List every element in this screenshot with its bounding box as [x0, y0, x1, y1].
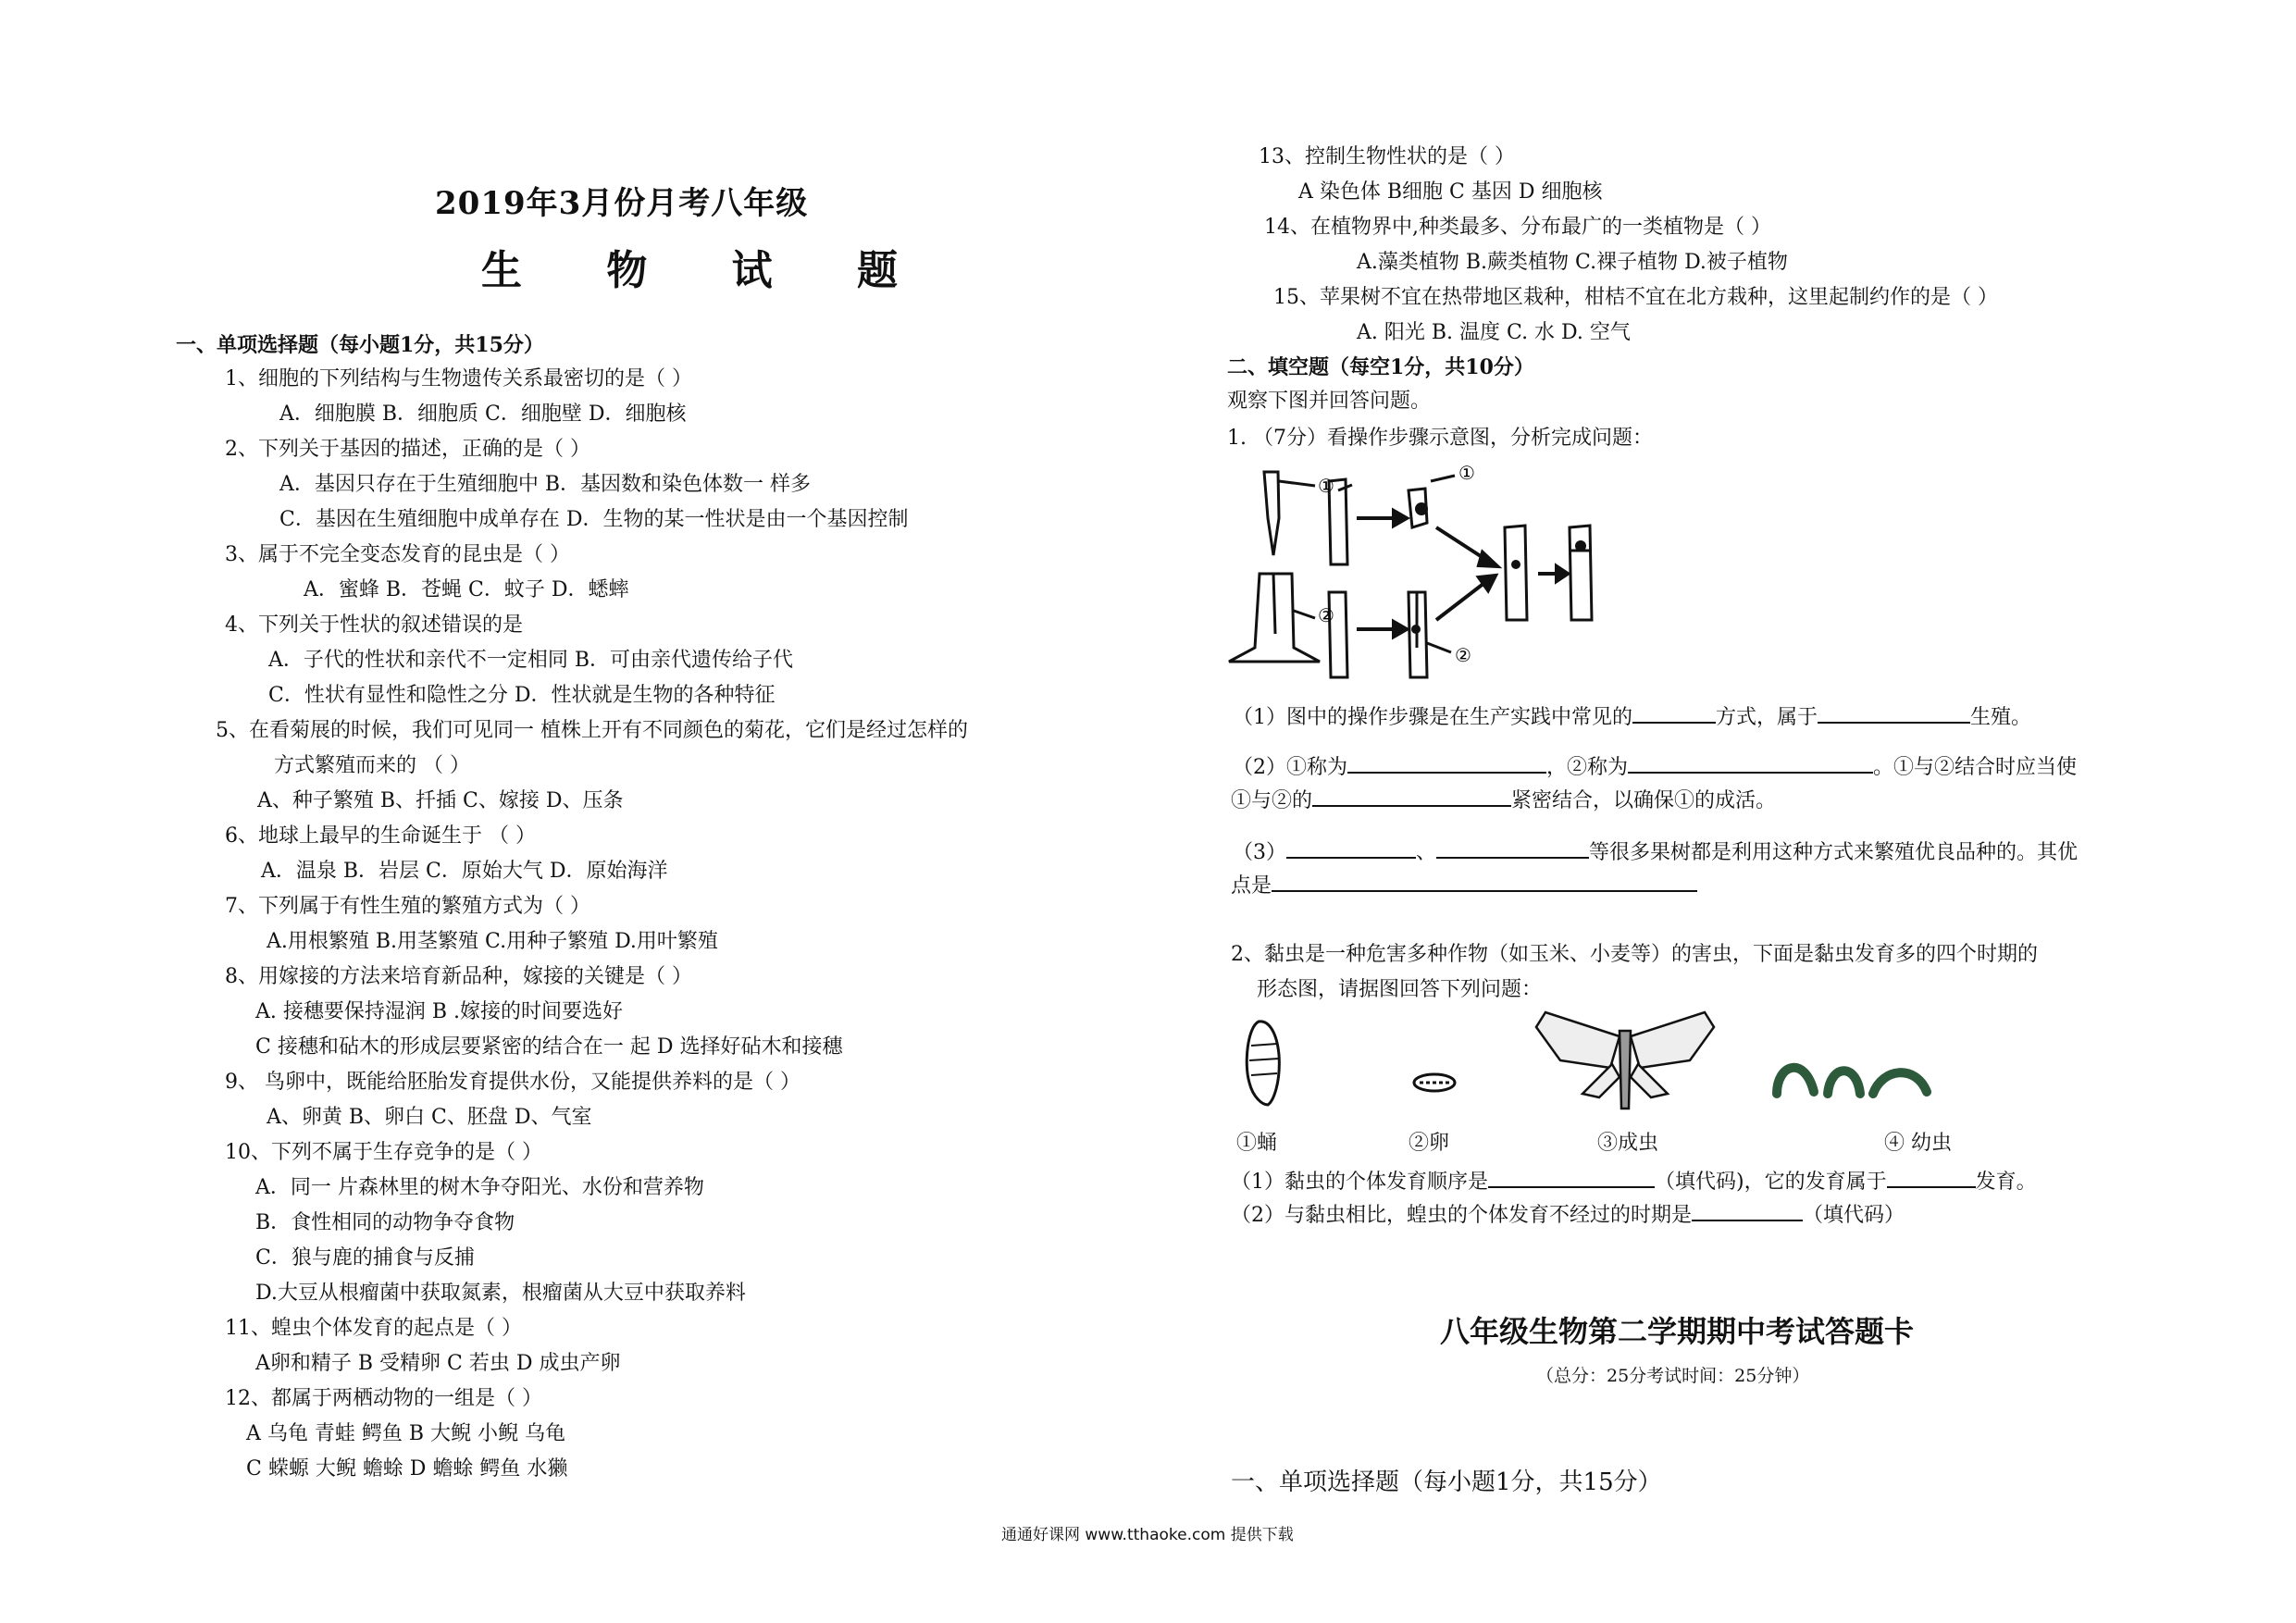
option-line: D.大豆从根瘤菌中获取氮素，根瘤菌从大豆中获取养料 [255, 1282, 746, 1305]
section-fill-blank: 二、填空题（每空1分，共10分） [1227, 355, 1534, 379]
answer-blank[interactable] [1818, 700, 1970, 724]
answer-blank[interactable] [1272, 868, 1697, 892]
diagram-label-stock-2: ② [1455, 644, 1471, 666]
footer-source: 通通好课网 www.tthaoke.com 提供下载 [1001, 1526, 1294, 1544]
diagram-label-scion-2: ① [1458, 462, 1475, 484]
pupa-figure [1247, 1022, 1279, 1105]
section-single-choice: 一、单项选择题（每小题1分，共15分） [176, 333, 544, 357]
answer-card-title: 八年级生物第二学期期中考试答题卡 [1440, 1314, 1915, 1349]
question-line: 4、下列关于性状的叙述错误的是 [225, 613, 523, 637]
fill-line-3 [1231, 783, 1776, 818]
fill-text: （2）①称为 [1233, 756, 1347, 779]
answer-blank[interactable] [1436, 835, 1589, 859]
fill-text: 发育。 [1975, 1171, 2037, 1194]
fill-text: 紧密结合，以确保①的成活。 [1511, 789, 1777, 812]
fill-line-7 [1231, 1197, 1905, 1233]
option-line: A. 阳光 B. 温度 C. 水 D. 空气 [1357, 321, 1631, 344]
option-line: A．温泉 B．岩层 C．原始大气 D．原始海洋 [261, 860, 668, 883]
question-line: 2、下列关于基因的描述，正确的是（ ） [225, 438, 590, 461]
moth-figure [1536, 1012, 1714, 1109]
larva-figure [1777, 1068, 1927, 1094]
diagram-label-stock: ② [1318, 604, 1334, 626]
fill-text: ，②称为 [1546, 756, 1629, 779]
option-line: A．同一 片森林里的树木争夺阳光、水份和营养物 [255, 1176, 704, 1199]
fill-line-4 [1233, 835, 2078, 870]
question-line: 5、在看菊展的时候，我们可见同一 植株上开有不同颜色的菊花，它们是经过怎样的 [216, 719, 968, 742]
fill-text: （1）黏虫的个体发育顺序是 [1231, 1171, 1488, 1194]
fill-text: ①与②的 [1231, 789, 1313, 812]
option-line: A. 接穗要保持湿润 B .嫁接的时间要选好 [255, 1000, 624, 1023]
diagram-label-scion: ① [1318, 475, 1334, 497]
stage-label-larva: ④ 幼虫 [1884, 1132, 1952, 1155]
answer-blank[interactable] [1887, 1164, 1976, 1188]
option-line: A．基因只存在于生殖细胞中 B．基因数和染色体数一 样多 [279, 473, 812, 496]
option-line: A、种子繁殖 B、扦插 C、嫁接 D、压条 [257, 789, 624, 812]
question-line: 1、细胞的下列结构与生物遗传关系最密切的是（ ） [225, 367, 692, 390]
option-line: C 接穗和砧木的形成层要紧密的结合在一 起 D 选择好砧木和接穗 [255, 1035, 843, 1059]
fill-text: 等很多果树都是利用这种方式来繁殖优良品种的。其优 [1589, 841, 2079, 864]
question-line-cont: 方式繁殖而来的 （ ） [274, 754, 470, 777]
option-line: A．蜜蜂 B．苍蝇 C．蚊子 D．蟋蟀 [304, 578, 629, 601]
fill-line-1 [1233, 700, 2031, 735]
question-line: 10、下列不属于生存竞争的是（ ） [225, 1141, 542, 1164]
question-line-cont: 形态图，请据图回答下列问题： [1257, 978, 1543, 1001]
option-line: C．基因在生殖细胞中成单存在 D．生物的某一性状是由一个基因控制 [279, 508, 909, 531]
option-line: A.用根繁殖 B.用茎繁殖 C.用种子繁殖 D.用叶繁殖 [267, 930, 718, 953]
question-line: 11、蝗虫个体发育的起点是（ ） [225, 1317, 522, 1340]
stage-label-pupa: ①蛹 [1236, 1132, 1278, 1155]
answer-blank[interactable] [1347, 750, 1546, 774]
answer-blank[interactable] [1692, 1197, 1803, 1221]
question-line: 14、在植物界中,种类最多、分布最广的一类植物是（ ） [1264, 216, 1771, 239]
option-line: A．子代的性状和亲代不一定相同 B．可由亲代遗传给子代 [268, 649, 794, 672]
armyworm-stages [1231, 1009, 1953, 1120]
answer-blank[interactable] [1488, 1164, 1655, 1188]
option-line: A 乌龟 青蛙 鳄鱼 B 大鲵 小鲵 乌龟 [246, 1422, 566, 1445]
fill-text: 方式，属于 [1716, 706, 1818, 729]
fill-text: （填代码） [1803, 1204, 1905, 1227]
option-line: C 蝾螈 大鲵 蟾蜍 D 蟾蜍 鳄鱼 水獭 [246, 1457, 568, 1481]
fill-text: （1）图中的操作步骤是在生产实践中常见的 [1233, 706, 1632, 729]
option-line: B．食性相同的动物争夺食物 [255, 1211, 515, 1234]
option-line: C．性状有显性和隐性之分 D．性状就是生物的各种特征 [268, 684, 776, 707]
question-line: 12、都属于两栖动物的一组是（ ） [225, 1387, 542, 1410]
option-line: A卵和精子 B 受精卵 C 若虫 D 成虫产卵 [255, 1352, 621, 1375]
option-line: A 染色体 B细胞 C 基因 D 细胞核 [1298, 180, 1603, 204]
question-line: 2、黏虫是一种危害多种作物（如玉米、小麦等）的害虫，下面是黏虫发育多的四个时期的 [1231, 943, 2039, 966]
question-line: 1. （7分）看操作步骤示意图，分析完成问题： [1227, 427, 1653, 450]
exam-title-line2: 生 物 试 题 [481, 247, 933, 294]
fill-text: 生殖。 [1970, 706, 2032, 729]
question-line: 6、地球上最早的生命诞生于 （ ） [225, 824, 536, 848]
question-line: 13、控制生物性状的是（ ） [1259, 145, 1515, 168]
answer-blank[interactable] [1312, 783, 1511, 807]
answer-blank[interactable] [1628, 750, 1873, 774]
fill-text: 、 [1416, 841, 1437, 864]
answer-card-section: 一、单项选择题（每小题1分，共15分） [1231, 1468, 1662, 1496]
grafting-diagram [1227, 463, 1708, 685]
question-line: 15、苹果树不宜在热带地区栽种，柑桔不宜在北方栽种，这里起制约作的是（ ） [1273, 286, 1998, 309]
question-line: 3、属于不完全变态发育的昆虫是（ ） [225, 543, 570, 566]
instruction-text: 观察下图并回答问题。 [1227, 390, 1432, 413]
fill-text: 。①与②结合时应当使 [1873, 756, 2078, 779]
fill-text: （填代码)，它的发育属于 [1655, 1171, 1887, 1194]
option-line: A.藻类植物 B.蕨类植物 C.裸子植物 D.被子植物 [1357, 251, 1788, 274]
fill-line-6 [1231, 1164, 2037, 1199]
answer-card-subtitle: （总分：25分考试时间：25分钟） [1536, 1366, 1810, 1386]
question-line: 9、 鸟卵中，既能给胚胎发育提供水份，又能提供养料的是（ ） [225, 1071, 800, 1094]
fill-text: 点是 [1231, 874, 1272, 898]
stage-label-egg: ②卵 [1409, 1132, 1450, 1155]
fill-line-5 [1231, 868, 1697, 903]
fill-text: （2）与黏虫相比，蝗虫的个体发育不经过的时期是 [1231, 1204, 1692, 1227]
answer-blank[interactable] [1632, 700, 1716, 724]
option-line: A、卵黄 B、卵白 C、胚盘 D、气室 [267, 1106, 592, 1129]
option-line: C．狼与鹿的捕食与反捕 [255, 1246, 475, 1270]
question-line: 8、用嫁接的方法来培育新品种，嫁接的关键是（ ） [225, 965, 692, 988]
question-line: 7、下列属于有性生殖的繁殖方式为（ ） [225, 895, 590, 918]
exam-title-line1: 2019年3月份月考八年级 [435, 185, 809, 222]
egg-figure [1414, 1074, 1455, 1091]
fill-text: （3） [1233, 841, 1286, 864]
fill-line-2 [1233, 750, 2077, 785]
answer-blank[interactable] [1286, 835, 1416, 859]
stage-label-adult: ③成虫 [1597, 1132, 1659, 1155]
option-line: A．细胞膜 B．细胞质 C．细胞壁 D．细胞核 [279, 403, 687, 426]
